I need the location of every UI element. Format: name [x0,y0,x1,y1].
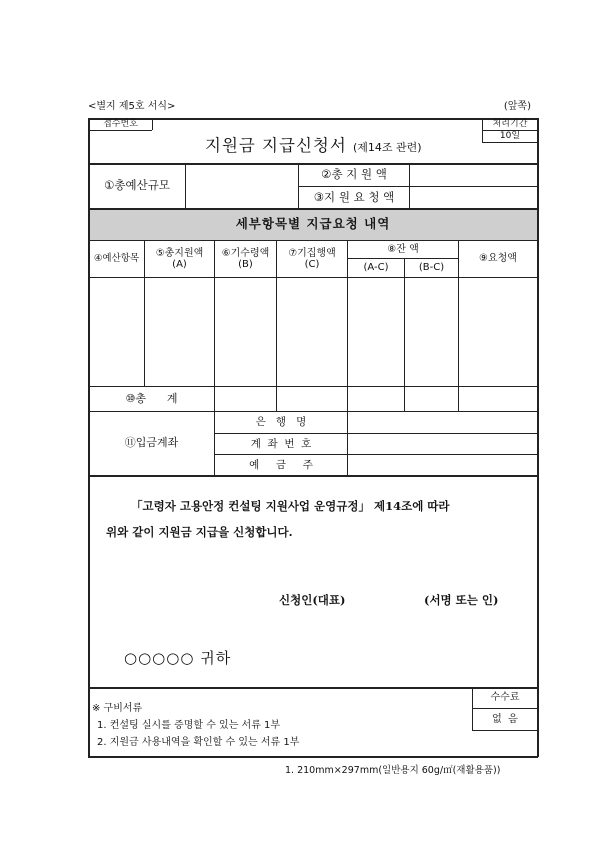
rule [152,118,153,130]
col-balance: ⑧잔 액 [387,243,419,255]
account-number-label: 계 좌 번 호 [250,437,312,450]
account-holder-label: 예 금 주 [249,458,313,471]
col-received [215,241,276,277]
col-balance-bc: (B-C) [418,262,445,274]
required-document-1: 1. 컨설팅 실시를 증명할 수 있는 서류 1부 [97,720,281,731]
required-documents-title: ※ 구비서류 [92,703,143,714]
rule [88,475,538,477]
statement-line-1: 「고령자 고용안정 컨설팅 지원사업 운영규정」 제14조에 따라 [131,499,450,513]
form-number-label: <별지 제5호 서식> [88,101,176,112]
col-balance-ac: (A-C) [363,262,389,274]
col-total-support [145,241,214,277]
required-document-2: 2. 지원금 사용내역을 확인할 수 있는 서류 1부 [97,737,300,748]
col-received-label: ⑥기수령액 [221,247,270,259]
deposit-account-label: ⑪입금계좌 [124,436,179,450]
rule [482,142,538,143]
paper-spec-label: 1. 210mm×297mm(일반용지 60g/㎡(재활용품)) [285,765,501,776]
col-executed [277,241,347,277]
rule [88,118,538,120]
fee-label: 수수료 [490,692,520,704]
signature-label: (서명 또는 인) [424,593,499,607]
total-support-field[interactable] [410,164,537,186]
col-total-support-label: ⑤총지원액 [155,247,204,259]
rule [88,130,152,131]
requested-amount-label: ③지 원 요 청 액 [313,189,395,204]
detail-items-area[interactable] [89,278,537,386]
processing-period-value: 10일 [499,131,521,142]
col-budget-item: ④예산항목 [93,252,140,264]
bank-name-label: 은 행 명 [255,416,307,429]
total-budget-field[interactable] [186,164,298,208]
col-total-support-sub: (A) [172,259,187,270]
rule [537,118,539,757]
total-support-label: ②총 지 원 액 [321,167,387,182]
receipt-number-label: 접수번호 [103,119,138,130]
col-executed-sub: (C) [304,259,320,270]
processing-period-label: 처리기간 [492,119,528,130]
form-title [205,132,422,156]
rule [88,687,538,689]
account-number-field[interactable] [348,434,537,454]
col-received-sub: (B) [238,259,253,270]
form-title-ref: (제14조 관련) [353,141,422,154]
total-row-label: ⑩총 계 [125,391,178,405]
page-side-label: (앞쪽) [503,101,531,112]
form-title-text: 지원금 지급신청서 [205,136,347,155]
account-holder-field[interactable] [348,455,537,475]
recipient-label: ○○○○○ 귀하 [124,649,232,667]
bank-name-field[interactable] [348,412,537,433]
fee-value: 없 음 [492,713,518,725]
applicant-name-field[interactable] [358,588,416,608]
statement-line-2: 위와 같이 지원금 지급을 신청합니다. [106,525,293,539]
detail-section-title: 세부항목별 지급요청 내역 [235,216,391,232]
col-request: ⑨요청액 [479,253,517,265]
rule [88,756,538,758]
applicant-label: 신청인(대표) [279,593,346,607]
requested-amount-field[interactable] [410,187,537,208]
col-executed-label: ⑦기집행액 [288,247,336,259]
total-budget-label: ①총예산규모 [104,178,170,193]
rule [472,730,538,731]
